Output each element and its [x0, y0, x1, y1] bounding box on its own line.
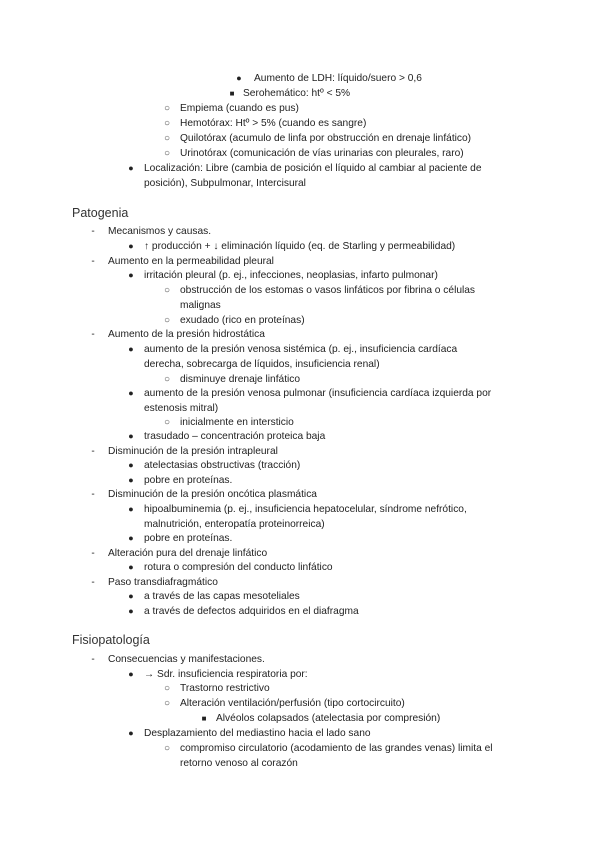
bullet-disc: ●	[128, 591, 134, 601]
bullet-disc: ●	[128, 504, 134, 514]
list-item: Aumento de la presión hidrostática	[108, 329, 265, 340]
list-item: Trastorno restrictivo	[180, 683, 270, 694]
bullet-disc: ●	[128, 606, 134, 616]
bullet-disc: ●	[128, 669, 134, 679]
bullet-square: ■	[201, 714, 207, 723]
list-item: trasudado – concentración proteica baja	[144, 431, 326, 442]
list-item: aumento de la presión venosa pulmonar (insuficiencia cardíaca izquierda por	[144, 388, 492, 399]
list-item: Quilotórax (acumulo de linfa por obstrucción en drenaje linfático)	[180, 133, 472, 144]
bullet-disc: ●	[128, 475, 134, 485]
list-item: pobre en proteínas.	[144, 475, 233, 486]
bullet-circle: ○	[163, 285, 171, 296]
list-item: compromiso circulatorio (acodamiento de las grandes venas) limita el	[180, 743, 493, 754]
bullet-disc: ●	[236, 73, 242, 83]
list-item: Disminución de la presión intrapleural	[108, 446, 278, 457]
list-item: → Sdr. insuficiencia respiratoria por:	[144, 669, 308, 680]
list-item-continuation: derecha, sobrecarga de líquidos, insuficiencia renal)	[144, 359, 380, 370]
bullet-disc: ●	[128, 431, 134, 441]
list-item: Localización: Libre (cambia de posición el líquido al cambiar al paciente de	[144, 163, 482, 174]
list-item-continuation: malignas	[180, 300, 221, 311]
bullet-square: ■	[229, 89, 235, 98]
list-item: Consecuencias y manifestaciones.	[108, 654, 265, 665]
list-item: Aumento de LDH: líquido/suero > 0,6	[254, 73, 422, 84]
bullet-disc: ●	[128, 270, 134, 280]
list-item: Alteración ventilación/perfusión (tipo cortocircuito)	[180, 698, 405, 709]
list-item-continuation: estenosis mitral)	[144, 403, 219, 414]
bullet-disc: ●	[128, 344, 134, 354]
section-heading-fisiopatologia: Fisiopatología	[72, 633, 150, 647]
bullet-disc: ●	[128, 163, 134, 173]
bullet-dash: -	[91, 577, 95, 588]
list-item: atelectasias obstructivas (tracción)	[144, 460, 301, 471]
list-item: rotura o compresión del conducto linfático	[144, 562, 333, 573]
list-item: Mecanismos y causas.	[108, 226, 212, 237]
bullet-circle: ○	[163, 315, 171, 326]
list-item: Serohemático: htº < 5%	[243, 88, 351, 99]
bullet-circle: ○	[163, 133, 171, 144]
list-item: Paso transdiafragmático	[108, 577, 218, 588]
bullet-circle: ○	[163, 118, 171, 129]
bullet-circle: ○	[163, 103, 171, 114]
list-item: aumento de la presión venosa sistémica (p. ej., insuficiencia cardíaca	[144, 344, 458, 355]
bullet-disc: ●	[128, 728, 134, 738]
list-item: pobre en proteínas.	[144, 533, 233, 544]
list-item: Urinotórax (comunicación de vías urinarias con pleurales, raro)	[180, 148, 464, 159]
list-item-continuation: malnutrición, enteropatía proteinorreica)	[144, 519, 325, 530]
bullet-circle: ○	[163, 683, 171, 694]
list-item: a través de defectos adquiridos en el diafragma	[144, 606, 359, 617]
bullet-disc: ●	[128, 562, 134, 572]
bullet-circle: ○	[163, 698, 171, 709]
bullet-dash: -	[91, 548, 95, 559]
bullet-disc: ●	[128, 241, 134, 251]
list-item: Aumento en la permeabilidad pleural	[108, 256, 274, 267]
bullet-disc: ●	[128, 460, 134, 470]
list-item: disminuye drenaje linfático	[180, 374, 301, 385]
list-item-continuation: posición), Subpulmonar, Intercisural	[144, 178, 306, 189]
list-item-continuation: retorno venoso al corazón	[180, 758, 298, 769]
list-item: Alvéolos colapsados (atelectasia por compresión)	[216, 713, 441, 724]
bullet-disc: ●	[128, 388, 134, 398]
bullet-dash: -	[91, 654, 95, 665]
list-item: Empiema (cuando es pus)	[180, 103, 299, 114]
list-item: irritación pleural (p. ej., infecciones, neoplasias, infarto pulmonar)	[144, 270, 438, 281]
list-item: obstrucción de los estomas o vasos linfáticos por fibrina o células	[180, 285, 476, 296]
bullet-circle: ○	[163, 148, 171, 159]
list-item: a través de las capas mesoteliales	[144, 591, 300, 602]
list-item: Desplazamiento del mediastino hacia el lado sano	[144, 728, 371, 739]
list-item: inicialmente en intersticio	[180, 417, 294, 428]
bullet-disc: ●	[128, 533, 134, 543]
list-item: Alteración pura del drenaje linfático	[108, 548, 268, 559]
bullet-dash: -	[91, 489, 95, 500]
list-item: Hemotórax: Htº > 5% (cuando es sangre)	[180, 118, 367, 129]
bullet-dash: -	[91, 256, 95, 267]
bullet-circle: ○	[163, 417, 171, 428]
bullet-circle: ○	[163, 374, 171, 385]
list-item: hipoalbuminemia (p. ej., insuficiencia hepatocelular, síndrome nefrótico,	[144, 504, 467, 515]
list-item: exudado (rico en proteínas)	[180, 315, 305, 326]
bullet-dash: -	[91, 226, 95, 237]
bullet-dash: -	[91, 446, 95, 457]
bullet-dash: -	[91, 329, 95, 340]
section-heading-patogenia: Patogenia	[72, 206, 129, 220]
bullet-circle: ○	[163, 743, 171, 754]
list-item: ↑ producción + ↓ eliminación líquido (eq. de Starling y permeabilidad)	[144, 241, 456, 252]
list-item: Disminución de la presión oncótica plasmática	[108, 489, 317, 500]
